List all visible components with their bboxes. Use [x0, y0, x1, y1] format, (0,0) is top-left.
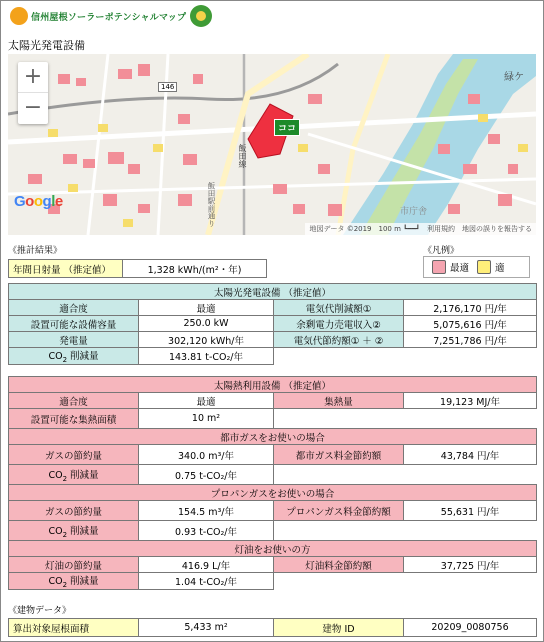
- propane-co2-value: 0.93 t-CO₂/年: [139, 521, 274, 541]
- site-logo[interactable]: [10, 4, 212, 28]
- page-title: 太陽光発電設備: [8, 39, 85, 52]
- route-number-badge: 146: [158, 82, 177, 92]
- city-gas-co2-label: $CO_2$ 削減量: [9, 465, 139, 485]
- pv-surplus-label: 余剰電力売電収入②: [274, 316, 404, 332]
- pv-capacity-label: 設置可能な設備容量: [9, 316, 139, 332]
- thermal-table: [8, 376, 537, 590]
- mascot-icon: [190, 5, 212, 27]
- zoom-out-button[interactable]: −: [23, 95, 43, 120]
- kerosene-cost-value: 37,725 円/年: [404, 557, 537, 573]
- roof-area-label: 算出対象屋根面積: [9, 619, 139, 637]
- map-canvas: [8, 54, 536, 235]
- thermal-area-value: 10 m²: [139, 409, 274, 429]
- city-gas-saving-label: ガスの節約量: [9, 445, 139, 465]
- pv-co2-value: 143.81 t-CO₂/年: [139, 348, 274, 365]
- kerosene-title: 灯油をお使いの方: [9, 541, 537, 557]
- propane-saving-value: 154.5 m³/年: [139, 501, 274, 521]
- roof-area-value: 5,433 m²: [139, 619, 274, 637]
- pv-table: [8, 283, 537, 365]
- pv-title: 太陽光発電設備 （推定値）: [9, 284, 537, 300]
- kerosene-saving-label: 灯油の節約量: [9, 557, 139, 573]
- thermal-heat-label: 集熱量: [274, 393, 404, 409]
- annual-solar-label: 年間日射量 （推定値）: [9, 260, 123, 278]
- thermal-title: 太陽熱利用設備 （推定値）: [9, 377, 537, 393]
- kerosene-co2-label: $CO_2$ 削減量: [9, 573, 139, 590]
- suitable-swatch: [477, 260, 491, 274]
- pv-generation-value: 302,120 kWh/年: [139, 332, 274, 348]
- kerosene-cost-label: 灯油料金節約額: [274, 557, 404, 573]
- optimal-swatch: [432, 260, 446, 274]
- propane-title: プロパンガスをお使いの場合: [9, 485, 537, 501]
- pv-elec-saving-label: 電気代削減額①: [274, 300, 404, 316]
- legend-optimal: 最適: [450, 263, 470, 274]
- zoom-in-button[interactable]: +: [18, 62, 48, 93]
- annual-solar-table: [8, 259, 267, 278]
- hall-label: 市庁舎: [400, 207, 428, 217]
- zoom-control: [18, 62, 48, 124]
- legend-suitable: 適: [495, 263, 505, 274]
- railway-label: 飯田線: [238, 144, 247, 168]
- pv-total-label: 電気代節約額① ＋ ②: [274, 332, 404, 348]
- thermal-suitability-value: 最適: [139, 393, 274, 409]
- street-label: 飯田駅前通り: [207, 182, 216, 227]
- pv-total-value: 7,251,786 円/年: [404, 332, 537, 348]
- building-id-value: 20209_0080756: [404, 619, 537, 637]
- results-label: 《推計結果》: [8, 246, 63, 256]
- kerosene-saving-value: 416.9 L/年: [139, 557, 274, 573]
- pv-elec-saving-value: 2,176,170 円/年: [404, 300, 537, 316]
- legend-box: [423, 256, 530, 278]
- thermal-suitability-label: 適合度: [9, 393, 139, 409]
- map-attribution[interactable]: 地図データ ©2019 100 m ┗━━┛ 利用規約 地図の誤りを報告する: [305, 223, 536, 235]
- city-gas-cost-label: 都市ガス料金節約額: [274, 445, 404, 465]
- city-gas-co2-value: 0.75 t-CO₂/年: [139, 465, 274, 485]
- pv-capacity-value: 250.0 kW: [139, 316, 274, 332]
- thermal-area-label: 設置可能な集熱面積: [9, 409, 139, 429]
- sun-icon: [10, 7, 28, 25]
- legend-label: 《凡例》: [423, 246, 460, 256]
- pv-suitability-value: 最適: [139, 300, 274, 316]
- propane-cost-label: プロパンガス料金節約額: [274, 501, 404, 521]
- thermal-heat-value: 19,123 MJ/年: [404, 393, 537, 409]
- propane-cost-value: 55,631 円/年: [404, 501, 537, 521]
- area-label: 緑ケ: [504, 72, 524, 83]
- logo-text: 信州屋根ソーラーポテンシャルマップ: [31, 12, 187, 23]
- propane-co2-label: $CO_2$ 削減量: [9, 521, 139, 541]
- map-view[interactable]: [8, 54, 536, 235]
- propane-saving-label: ガスの節約量: [9, 501, 139, 521]
- kerosene-co2-value: 1.04 t-CO₂/年: [139, 573, 274, 590]
- pv-co2-label: $CO_2$ 削減量: [9, 348, 139, 365]
- location-marker[interactable]: ココ: [274, 119, 300, 136]
- annual-solar-value: 1,328 kWh/(m²・年): [123, 260, 267, 278]
- pv-suitability-label: 適合度: [9, 300, 139, 316]
- building-table: [8, 618, 537, 637]
- city-gas-title: 都市ガスをお使いの場合: [9, 429, 537, 445]
- city-gas-saving-value: 340.0 m³/年: [139, 445, 274, 465]
- google-logo[interactable]: Google: [14, 193, 63, 210]
- city-gas-cost-value: 43,784 円/年: [404, 445, 537, 465]
- pv-surplus-value: 5,075,616 円/年: [404, 316, 537, 332]
- building-id-label: 建物 ID: [274, 619, 404, 637]
- building-label: 《建物データ》: [8, 606, 72, 616]
- pv-generation-label: 発電量: [9, 332, 139, 348]
